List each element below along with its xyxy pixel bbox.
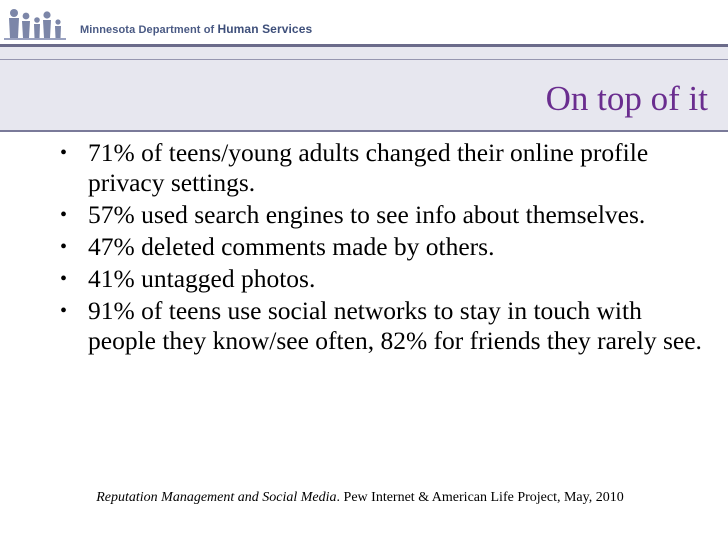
- citation-source: . Pew Internet & American Life Project, May, 2010: [336, 490, 624, 505]
- bullet-item: [56, 232, 706, 262]
- bullet-text: 91% of teens use social networks to stay in touch with people they know/see often, 82% for friends they rarely see.: [88, 296, 702, 355]
- bullet-text: 71% of teens/young adults changed their online profile privacy settings.: [88, 138, 649, 197]
- citation-title: Reputation Management and Social Media: [96, 490, 337, 505]
- org-name-prefix: Minnesota Department of: [80, 24, 218, 36]
- bottom-rule: [0, 130, 728, 132]
- top-rule: [0, 44, 728, 47]
- bullet-dot-icon: •: [60, 300, 68, 322]
- bullet-item: [56, 296, 706, 356]
- org-name-suffix: Human Services: [217, 22, 313, 36]
- bullet-list: [56, 138, 706, 358]
- bullet-item: [56, 264, 706, 294]
- bullet-text: 41% untagged photos.: [88, 264, 316, 293]
- middle-rule: [0, 59, 728, 60]
- title-band: [0, 44, 728, 132]
- bullet-dot-icon: •: [60, 236, 68, 258]
- header-strip: [0, 0, 728, 44]
- bullet-text: 47% deleted comments made by others.: [88, 232, 495, 261]
- bullet-dot-icon: •: [60, 204, 68, 226]
- bullet-item: [56, 200, 706, 230]
- family-figures-icon: [4, 4, 66, 40]
- citation: [30, 489, 690, 507]
- bullet-dot-icon: •: [60, 268, 68, 290]
- slide-title: On top of it: [545, 79, 708, 118]
- bullet-dot-icon: •: [60, 142, 68, 164]
- organization-name: [80, 22, 312, 36]
- bullet-item: [56, 138, 706, 198]
- bullet-text: 57% used search engines to see info about themselves.: [88, 200, 646, 229]
